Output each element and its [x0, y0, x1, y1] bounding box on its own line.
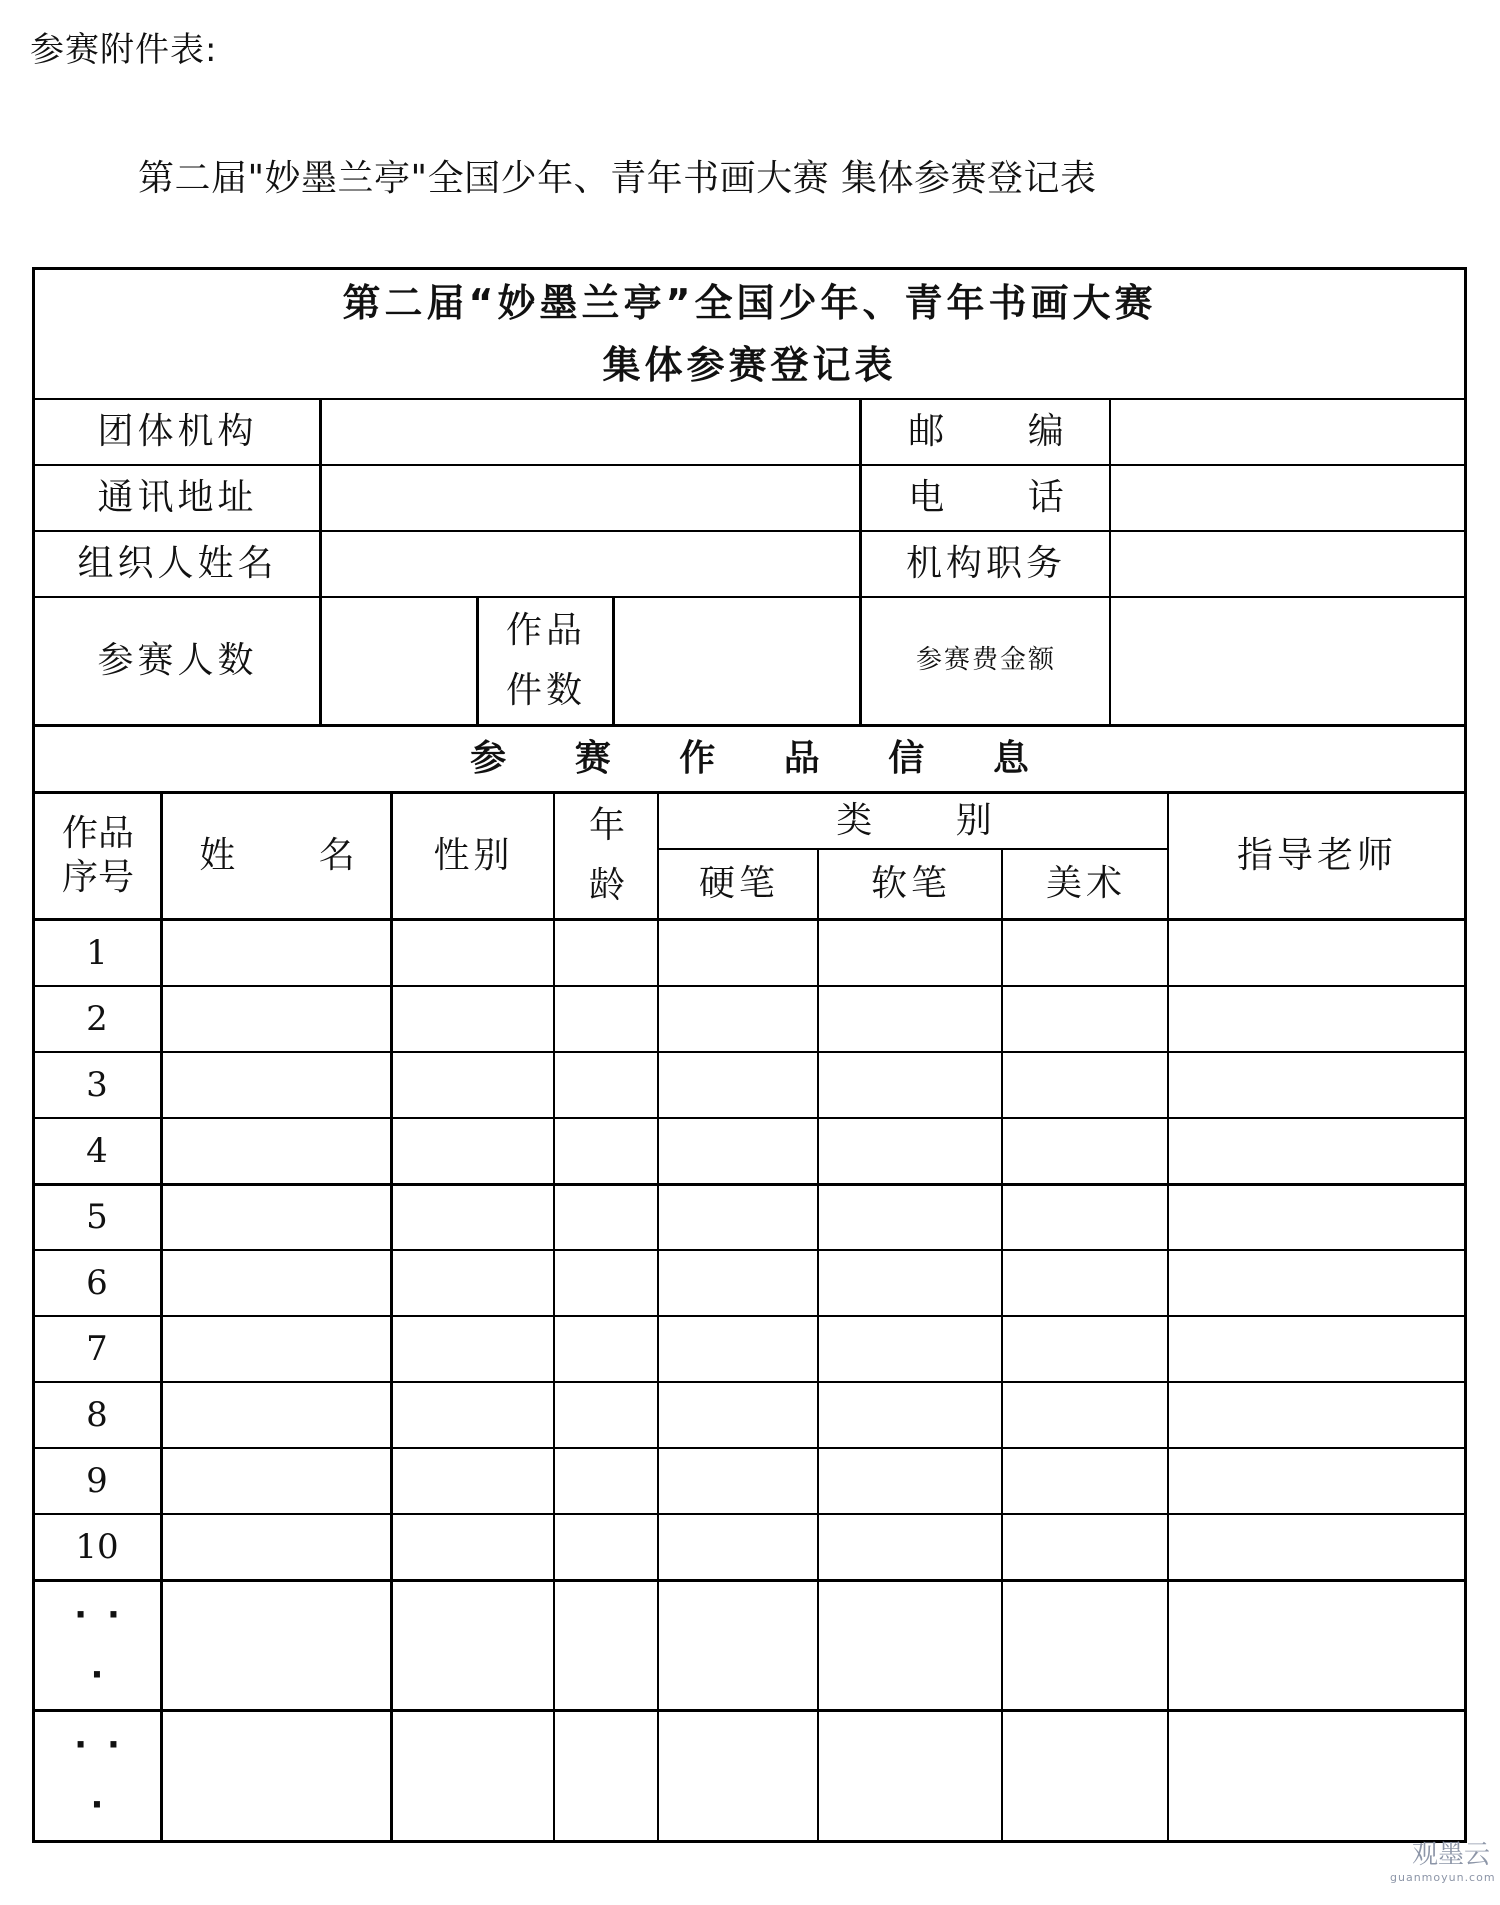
- hard-pen-header: 硬笔: [698, 862, 779, 904]
- table-cell[interactable]: [393, 1317, 552, 1381]
- table-cell[interactable]: [1004, 1251, 1166, 1315]
- organization-label: 团体机构: [97, 410, 258, 452]
- table-cell[interactable]: [820, 1383, 1000, 1447]
- table-cell[interactable]: [660, 1383, 816, 1447]
- gender-header: 性别: [433, 834, 514, 876]
- table-cell[interactable]: [393, 1515, 552, 1579]
- table-cell[interactable]: [660, 1449, 816, 1513]
- work-count-label-line2: 件数: [505, 670, 586, 711]
- ellipsis-line2: ·: [90, 1785, 124, 1825]
- table-cell[interactable]: [163, 921, 389, 985]
- table-cell[interactable]: [556, 1581, 656, 1709]
- table-cell[interactable]: [660, 1317, 816, 1381]
- row-number: 7: [86, 1328, 108, 1369]
- table-cell[interactable]: [556, 1449, 656, 1513]
- col-divider: [1001, 848, 1003, 1843]
- participant-count-label: 参赛人数: [97, 639, 258, 681]
- table-cell[interactable]: [660, 1251, 816, 1315]
- ellipsis-line1: ··: [74, 1595, 140, 1635]
- address-label: 通讯地址: [97, 476, 258, 518]
- soft-pen-header: 软笔: [870, 862, 951, 904]
- ellipsis-row-marker: [35, 1581, 159, 1709]
- table-cell[interactable]: [393, 1185, 552, 1249]
- organizer-name-label: 组织人姓名: [77, 542, 278, 584]
- row-number: 5: [86, 1196, 108, 1237]
- table-cell[interactable]: [556, 1053, 656, 1117]
- row-number: 4: [86, 1130, 108, 1171]
- col-divider: [859, 398, 862, 724]
- table-cell[interactable]: [1170, 1053, 1464, 1117]
- table-cell[interactable]: [820, 1515, 1000, 1579]
- ellipsis-line1: ··: [74, 1725, 140, 1765]
- table-cell[interactable]: [660, 1711, 816, 1839]
- col-divider: [476, 596, 479, 724]
- table-cell[interactable]: [1170, 1515, 1464, 1579]
- table-cell[interactable]: [393, 1581, 552, 1709]
- table-cell[interactable]: [163, 1383, 389, 1447]
- table-cell[interactable]: [163, 1053, 389, 1117]
- table-cell[interactable]: [1004, 1711, 1166, 1839]
- fee-amount-field[interactable]: [1112, 598, 1464, 724]
- table-cell[interactable]: [820, 1711, 1000, 1839]
- table-cell[interactable]: [820, 1317, 1000, 1381]
- col-divider: [319, 398, 322, 724]
- table-cell[interactable]: [1170, 1317, 1464, 1381]
- col-divider: [1167, 791, 1169, 1843]
- watermark-text: 观墨云: [1411, 1840, 1490, 1870]
- table-cell[interactable]: [556, 1251, 656, 1315]
- participant-count-field[interactable]: [322, 598, 477, 724]
- category-header: 类 别: [836, 799, 1028, 841]
- table-cell[interactable]: [1004, 1383, 1166, 1447]
- col-divider: [390, 791, 393, 1843]
- table-cell[interactable]: [393, 1251, 552, 1315]
- watermark-subtext: guanmoyun.com: [1390, 1871, 1496, 1884]
- table-cell[interactable]: [1004, 987, 1166, 1051]
- table-cell[interactable]: [393, 1383, 552, 1447]
- age-header-line2: 龄: [588, 865, 625, 906]
- table-cell[interactable]: [163, 1449, 389, 1513]
- serial-header: [35, 794, 161, 918]
- table-cell[interactable]: [556, 921, 656, 985]
- attachment-label: 参赛附件表:: [30, 30, 218, 70]
- table-cell[interactable]: [1004, 921, 1166, 985]
- col-divider: [817, 848, 819, 1843]
- form-title-line1: 第二届“妙墨兰亭”全国少年、青年书画大赛: [342, 281, 1157, 325]
- row-number: 1: [86, 932, 108, 973]
- table-cell[interactable]: [1004, 1119, 1166, 1183]
- table-cell[interactable]: [556, 1515, 656, 1579]
- table-cell[interactable]: [820, 1053, 1000, 1117]
- table-cell[interactable]: [1004, 1449, 1166, 1513]
- table-cell[interactable]: [820, 1119, 1000, 1183]
- table-cell[interactable]: [1004, 1317, 1166, 1381]
- table-cell[interactable]: [1004, 1515, 1166, 1579]
- organizer-name-field[interactable]: [322, 532, 860, 596]
- row-number: 9: [86, 1460, 108, 1501]
- table-cell[interactable]: [393, 987, 552, 1051]
- fee-amount-label: 参赛费金额: [915, 645, 1056, 676]
- teacher-header: 指导老师: [1236, 834, 1397, 876]
- table-cell[interactable]: [1170, 1185, 1464, 1249]
- table-cell[interactable]: [556, 1317, 656, 1381]
- table-cell[interactable]: [393, 1119, 552, 1183]
- table-cell[interactable]: [393, 921, 552, 985]
- table-cell[interactable]: [1170, 1449, 1464, 1513]
- row-number: 6: [86, 1262, 108, 1303]
- table-cell[interactable]: [556, 1383, 656, 1447]
- table-cell[interactable]: [556, 987, 656, 1051]
- table-cell[interactable]: [163, 1515, 389, 1579]
- col-divider: [553, 791, 555, 1843]
- table-cell[interactable]: [1170, 987, 1464, 1051]
- table-cell[interactable]: [163, 1317, 389, 1381]
- watermark-logo: [1390, 1840, 1496, 1898]
- table-cell[interactable]: [660, 1185, 816, 1249]
- table-cell[interactable]: [1170, 1119, 1464, 1183]
- serial-header-line2: 序号: [61, 857, 134, 898]
- row-number: 8: [86, 1394, 108, 1435]
- table-cell[interactable]: [1170, 921, 1464, 985]
- work-count-label: [479, 598, 613, 724]
- table-cell[interactable]: [1170, 1251, 1464, 1315]
- serial-header-line1: 作品: [61, 813, 134, 854]
- table-cell[interactable]: [1004, 1185, 1166, 1249]
- work-count-label-line1: 作品: [505, 610, 586, 651]
- table-cell[interactable]: [556, 1185, 656, 1249]
- table-cell[interactable]: [163, 1251, 389, 1315]
- table-cell[interactable]: [820, 1251, 1000, 1315]
- table-cell[interactable]: [820, 1185, 1000, 1249]
- document-heading: 第二届"妙墨兰亭"全国少年、青年书画大赛 集体参赛登记表: [138, 158, 1097, 199]
- form-title-line2: 集体参赛登记表: [602, 343, 897, 387]
- form-title: [35, 270, 1464, 398]
- table-cell[interactable]: [1170, 1581, 1464, 1709]
- table-cell[interactable]: [556, 1711, 656, 1839]
- table-cell[interactable]: [393, 1449, 552, 1513]
- table-cell[interactable]: [163, 1581, 389, 1709]
- table-cell[interactable]: [660, 1515, 816, 1579]
- postal-code-field[interactable]: [1112, 400, 1464, 464]
- table-cell[interactable]: [660, 1119, 816, 1183]
- table-cell[interactable]: [820, 921, 1000, 985]
- table-cell[interactable]: [393, 1053, 552, 1117]
- work-count-field[interactable]: [615, 598, 860, 724]
- table-cell[interactable]: [163, 1711, 389, 1839]
- section-title: 参 赛 作 品 信 息: [470, 737, 1057, 779]
- ellipsis-row-marker: [35, 1711, 159, 1839]
- col-divider: [612, 596, 615, 724]
- fine-art-header: 美术: [1045, 862, 1126, 904]
- organization-field[interactable]: [322, 400, 860, 464]
- table-cell[interactable]: [820, 987, 1000, 1051]
- table-cell[interactable]: [163, 1185, 389, 1249]
- col-divider: [1109, 398, 1111, 724]
- row-divider: [658, 848, 1168, 850]
- name-header: 姓 名: [199, 834, 391, 876]
- row-number: 10: [75, 1526, 119, 1567]
- table-cell[interactable]: [1170, 1711, 1464, 1839]
- phone-label: 电 话: [908, 476, 1100, 518]
- age-header: [556, 794, 658, 918]
- table-cell[interactable]: [163, 1119, 389, 1183]
- position-label: 机构职务: [905, 542, 1066, 584]
- postal-code-label: 邮 编: [908, 410, 1100, 452]
- col-divider: [657, 791, 659, 1843]
- registration-form: [32, 267, 1467, 1843]
- table-cell[interactable]: [393, 1711, 552, 1839]
- table-cell[interactable]: [660, 1581, 816, 1709]
- table-cell[interactable]: [820, 1449, 1000, 1513]
- row-number: 2: [86, 998, 108, 1039]
- table-cell[interactable]: [1004, 1053, 1166, 1117]
- age-header-line1: 年: [588, 805, 625, 846]
- table-cell[interactable]: [660, 987, 816, 1051]
- ellipsis-line2: ·: [90, 1655, 124, 1695]
- table-cell[interactable]: [820, 1581, 1000, 1709]
- position-field[interactable]: [1112, 532, 1464, 596]
- table-cell[interactable]: [1170, 1383, 1464, 1447]
- col-divider: [160, 791, 163, 1843]
- table-cell[interactable]: [163, 987, 389, 1051]
- table-cell[interactable]: [1004, 1581, 1166, 1709]
- address-field[interactable]: [322, 466, 860, 530]
- table-cell[interactable]: [556, 1119, 656, 1183]
- table-cell[interactable]: [660, 1053, 816, 1117]
- phone-field[interactable]: [1112, 466, 1464, 530]
- table-cell[interactable]: [660, 921, 816, 985]
- row-number: 3: [86, 1064, 108, 1105]
